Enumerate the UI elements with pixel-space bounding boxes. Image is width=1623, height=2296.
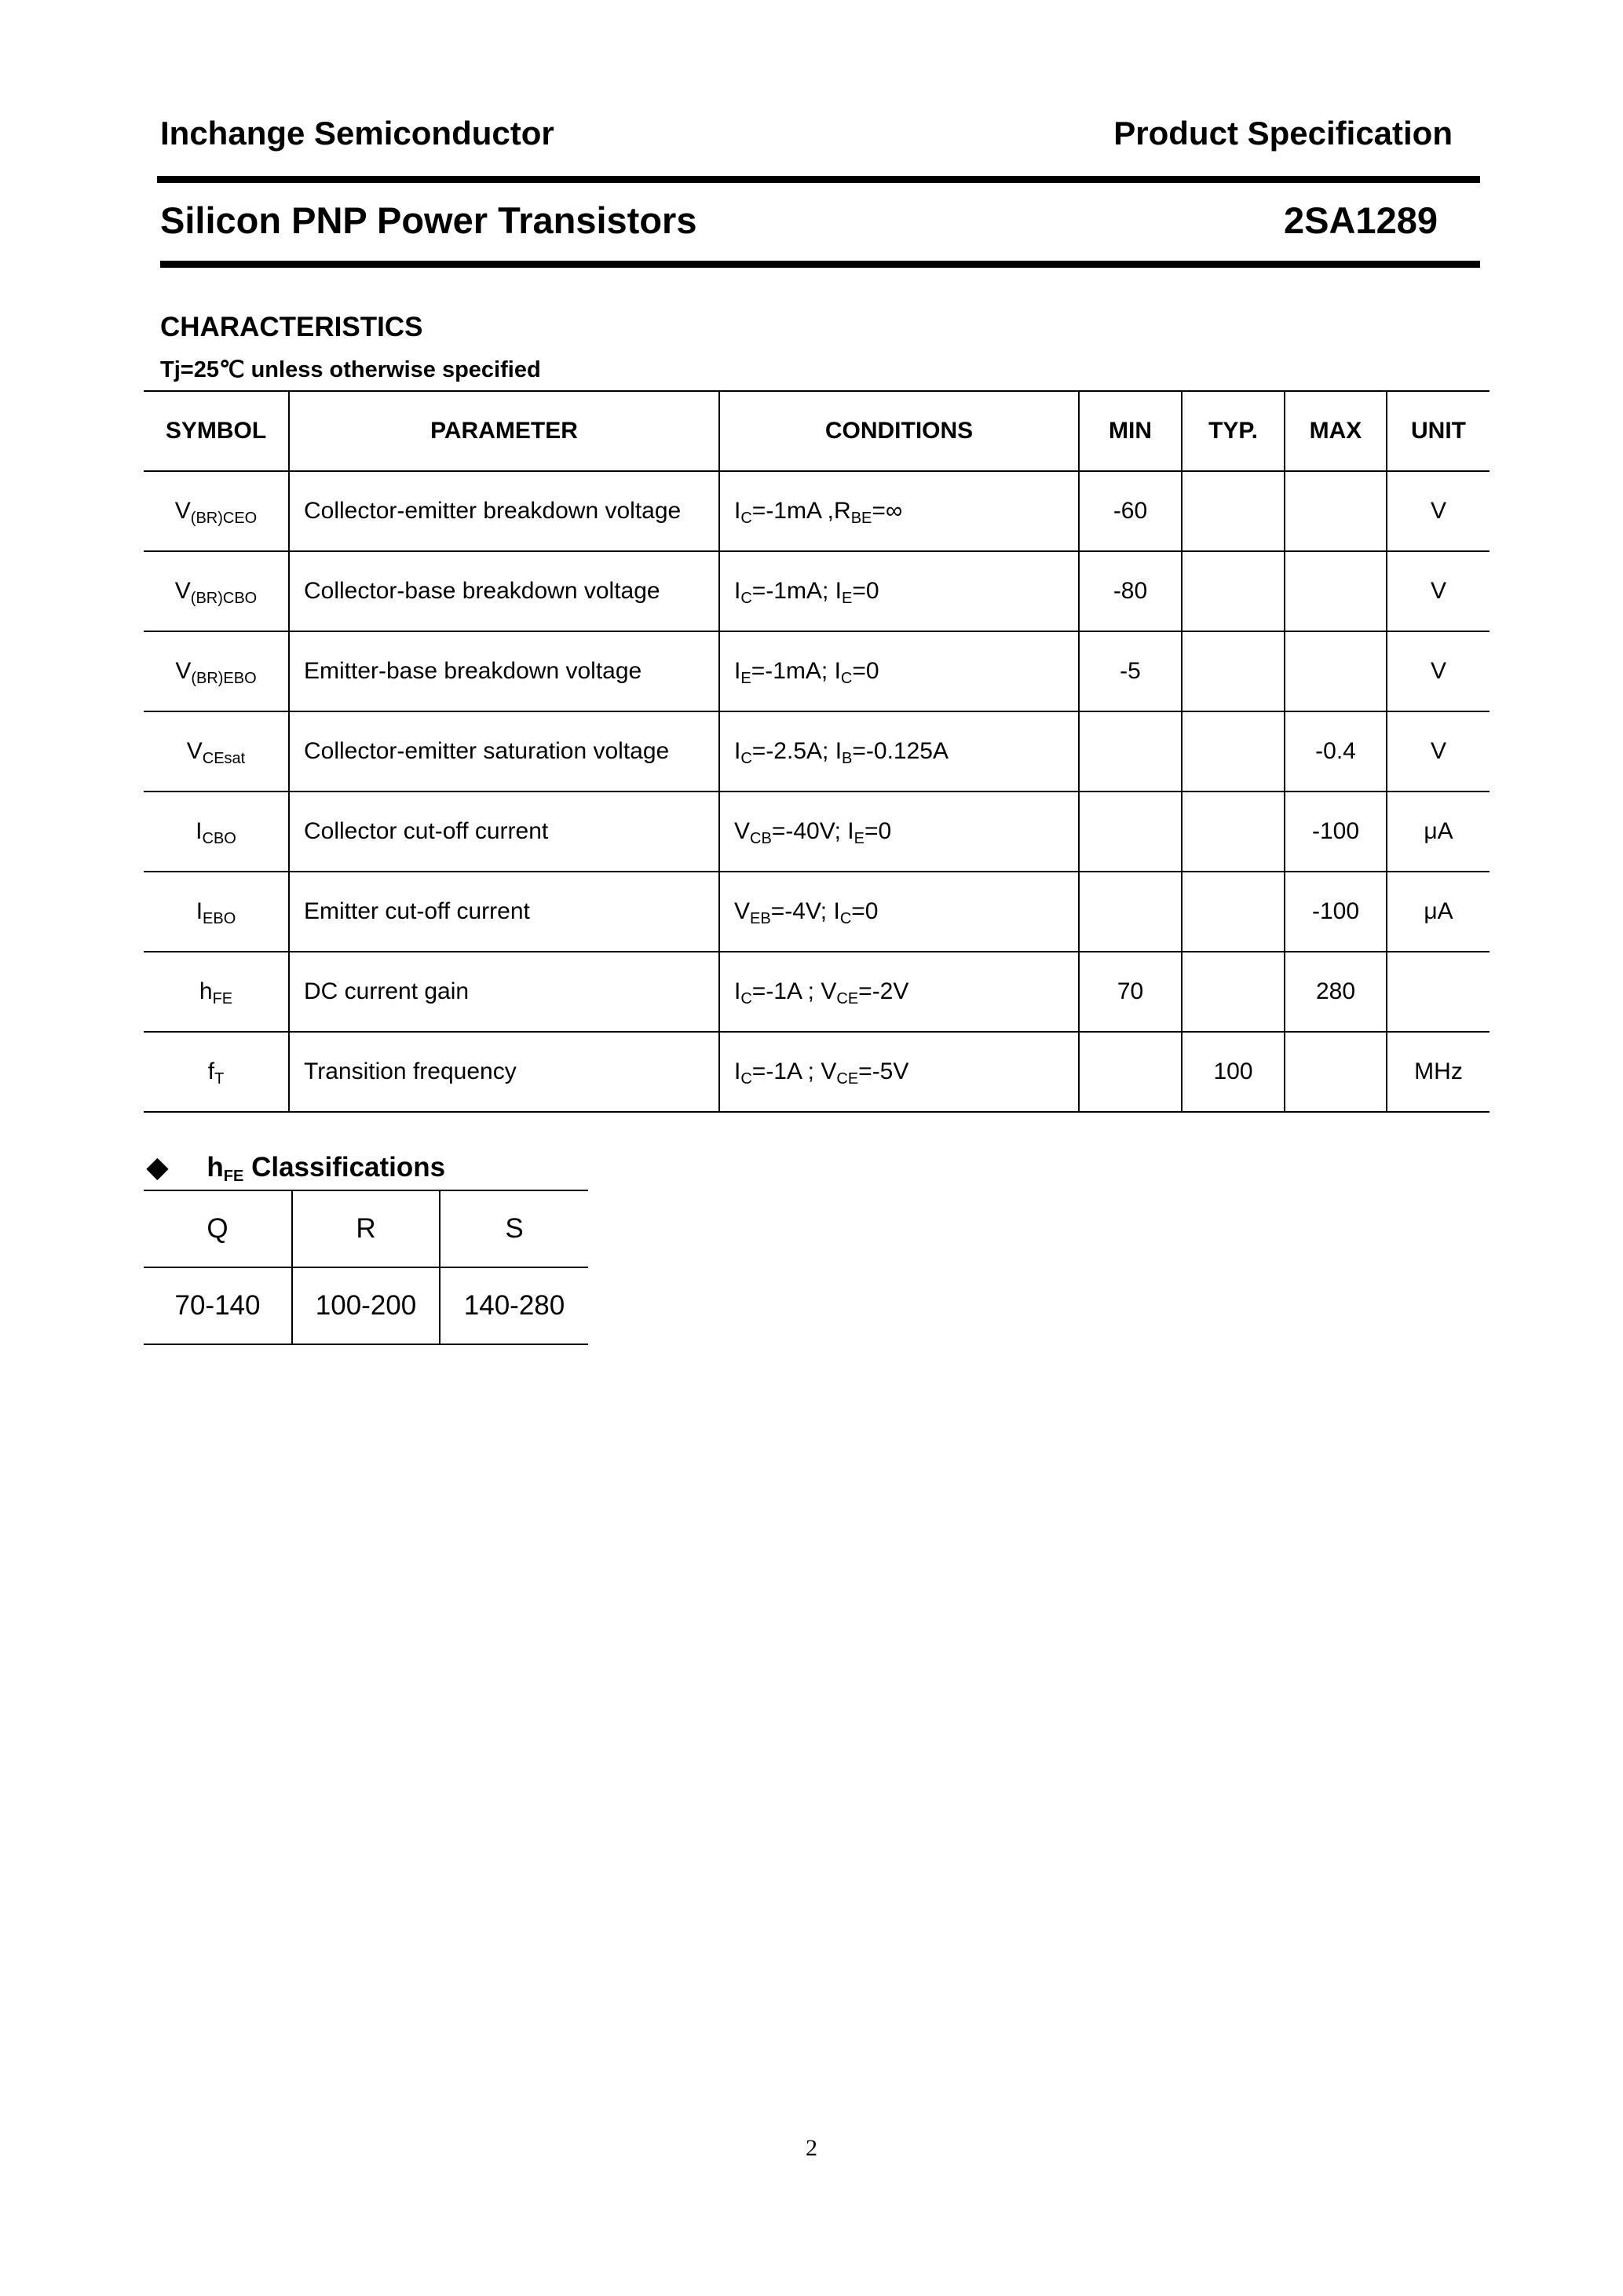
table-row [144, 471, 1490, 551]
condition-value: =0 [851, 898, 879, 924]
condition-var: R [834, 498, 851, 524]
symbol-subscript: CBO [202, 830, 236, 847]
condition-subscript: C [839, 910, 852, 927]
max-cell: -0.4 [1285, 711, 1387, 792]
symbol-subscript: FE [212, 990, 233, 1007]
header-rule-bottom [160, 261, 1480, 268]
condition-value: =-1A ; [751, 978, 821, 1004]
max-cell: -100 [1285, 792, 1387, 872]
ranges-row [144, 1267, 588, 1344]
parameter-cell: Emitter-base breakdown voltage [289, 631, 719, 711]
condition-var: I [734, 498, 741, 524]
min-cell: -60 [1079, 471, 1182, 551]
min-cell [1079, 1032, 1182, 1112]
company-name: Inchange Semiconductor [160, 115, 554, 152]
condition-subscript: CE [836, 990, 859, 1007]
condition-value: =0 [852, 658, 879, 684]
symbol-cell [144, 872, 289, 952]
col-typ: TYP. [1182, 391, 1285, 471]
condition-var: I [734, 738, 741, 764]
condition-var: V [821, 978, 837, 1004]
rank-s: S [440, 1190, 588, 1267]
characteristics-title: CHARACTERISTICS [160, 312, 423, 342]
condition-var: V [821, 1058, 837, 1084]
condition-value: =-40V; [771, 818, 848, 844]
symbol-main: V [174, 498, 191, 524]
condition-var: V [734, 898, 751, 924]
rank-r: R [292, 1190, 440, 1267]
condition-var: I [734, 658, 741, 684]
symbol-subscript: (BR)CEO [190, 510, 258, 527]
symbol-subscript: T [214, 1070, 225, 1088]
range-q: 70-140 [144, 1267, 292, 1344]
condition-subscript: C [740, 750, 752, 767]
condition-var: I [847, 818, 854, 844]
col-min: MIN [1079, 391, 1182, 471]
table-row [144, 711, 1490, 792]
condition-subscript: BE [850, 510, 872, 527]
col-unit: UNIT [1387, 391, 1490, 471]
parameter-cell: Collector-emitter saturation voltage [289, 711, 719, 792]
part-number: 2SA1289 [1284, 199, 1438, 241]
col-parameter: PARAMETER [289, 391, 719, 471]
condition-subscript: C [840, 670, 853, 687]
symbol-cell [144, 551, 289, 631]
characteristics-table [144, 390, 1490, 1113]
condition-value: =-0.125A [852, 738, 949, 764]
conditions-cell [719, 471, 1079, 551]
min-cell [1079, 792, 1182, 872]
col-max: MAX [1285, 391, 1387, 471]
symbol-subscript: EBO [203, 910, 236, 927]
typ-cell [1182, 631, 1285, 711]
col-symbol: SYMBOL [144, 391, 289, 471]
min-cell [1079, 872, 1182, 952]
condition-var: I [734, 978, 741, 1004]
parameter-cell: Collector-base breakdown voltage [289, 551, 719, 631]
conditions-cell [719, 952, 1079, 1032]
temperature-condition: Tj=25℃ unless otherwise specified [160, 357, 541, 382]
typ-cell: 100 [1182, 1032, 1285, 1112]
condition-value: =-4V; [770, 898, 834, 924]
classifications-title-symbol: h [207, 1152, 224, 1183]
condition-value: =-1mA; [751, 578, 835, 604]
classifications-heading [147, 1152, 445, 1183]
table-row [144, 631, 1490, 711]
unit-cell: V [1387, 471, 1490, 551]
condition-var: I [734, 578, 741, 604]
condition-value: =-2.5A; [751, 738, 835, 764]
max-cell [1285, 631, 1387, 711]
parameter-cell: Transition frequency [289, 1032, 719, 1112]
condition-subscript: C [740, 510, 752, 527]
classifications-table [144, 1190, 588, 1345]
condition-value: =0 [852, 578, 879, 604]
unit-cell: V [1387, 551, 1490, 631]
table-row [144, 792, 1490, 872]
symbol-cell [144, 1032, 289, 1112]
condition-subscript: E [740, 670, 751, 687]
condition-subscript: EB [750, 910, 771, 927]
ranks-row [144, 1190, 588, 1267]
condition-subscript: CB [750, 830, 772, 847]
unit-cell: μA [1387, 872, 1490, 952]
page-number: 2 [806, 2135, 817, 2161]
symbol-subscript: (BR)CBO [190, 590, 258, 607]
typ-cell [1182, 551, 1285, 631]
col-conditions: CONDITIONS [719, 391, 1079, 471]
range-s: 140-280 [440, 1267, 588, 1344]
classifications-title-text: Classifications [243, 1152, 446, 1183]
max-cell: 280 [1285, 952, 1387, 1032]
condition-var: I [835, 578, 843, 604]
condition-subscript: CE [836, 1070, 859, 1088]
classifications-title-sub: FE [223, 1168, 244, 1185]
unit-cell [1387, 952, 1490, 1032]
min-cell: -80 [1079, 551, 1182, 631]
min-cell: 70 [1079, 952, 1182, 1032]
table-row [144, 952, 1490, 1032]
symbol-cell [144, 952, 289, 1032]
conditions-cell [719, 711, 1079, 792]
condition-value: =-2V [858, 978, 909, 1004]
symbol-main: I [196, 898, 203, 924]
conditions-cell [719, 1032, 1079, 1112]
table-row [144, 1032, 1490, 1112]
parameter-cell: Collector cut-off current [289, 792, 719, 872]
condition-var: I [834, 658, 841, 684]
condition-value: =0 [864, 818, 892, 844]
doc-type: Product Specification [1113, 115, 1453, 152]
typ-cell [1182, 872, 1285, 952]
parameter-cell: DC current gain [289, 952, 719, 1032]
diamond-bullet-icon: ◆ [147, 1152, 168, 1183]
unit-cell: MHz [1387, 1032, 1490, 1112]
symbol-main: V [174, 578, 191, 604]
rank-q: Q [144, 1190, 292, 1267]
conditions-cell [719, 792, 1079, 872]
typ-cell [1182, 471, 1285, 551]
conditions-cell [719, 631, 1079, 711]
parameter-cell: Emitter cut-off current [289, 872, 719, 952]
max-cell: -100 [1285, 872, 1387, 952]
max-cell [1285, 1032, 1387, 1112]
unit-cell: V [1387, 631, 1490, 711]
condition-subscript: E [854, 830, 865, 847]
condition-value: =∞ [872, 498, 903, 524]
table-row [144, 551, 1490, 631]
min-cell [1079, 711, 1182, 792]
condition-subscript: C [740, 1070, 752, 1088]
unit-cell: V [1387, 711, 1490, 792]
condition-value: =-5V [858, 1058, 909, 1084]
condition-subscript: E [842, 590, 853, 607]
condition-subscript: C [740, 990, 752, 1007]
condition-value: =-1mA; [751, 658, 835, 684]
condition-var: I [734, 1058, 741, 1084]
symbol-main: V [186, 738, 203, 764]
typ-cell [1182, 711, 1285, 792]
symbol-main: V [175, 658, 192, 684]
symbol-cell [144, 471, 289, 551]
max-cell [1285, 471, 1387, 551]
symbol-main: h [199, 978, 213, 1004]
symbol-cell [144, 792, 289, 872]
symbol-cell [144, 711, 289, 792]
condition-value: =-1mA , [751, 498, 835, 524]
table-header-row [144, 391, 1490, 471]
condition-var: V [734, 818, 751, 844]
condition-var: I [835, 738, 843, 764]
product-line: Silicon PNP Power Transistors [160, 199, 697, 241]
table-row [144, 872, 1490, 952]
condition-subscript: B [842, 750, 853, 767]
typ-cell [1182, 792, 1285, 872]
symbol-main: I [196, 818, 203, 844]
max-cell [1285, 551, 1387, 631]
symbol-subscript: (BR)EBO [191, 670, 257, 687]
condition-var: I [833, 898, 840, 924]
symbol-cell [144, 631, 289, 711]
parameter-cell: Collector-emitter breakdown voltage [289, 471, 719, 551]
range-r: 100-200 [292, 1267, 440, 1344]
min-cell: -5 [1079, 631, 1182, 711]
symbol-subscript: CEsat [202, 750, 246, 767]
condition-value: =-1A ; [751, 1058, 821, 1084]
conditions-cell [719, 551, 1079, 631]
condition-subscript: C [740, 590, 752, 607]
unit-cell: μA [1387, 792, 1490, 872]
typ-cell [1182, 952, 1285, 1032]
conditions-cell [719, 872, 1079, 952]
header-rule-top [157, 176, 1480, 183]
symbol-main: f [207, 1058, 215, 1084]
